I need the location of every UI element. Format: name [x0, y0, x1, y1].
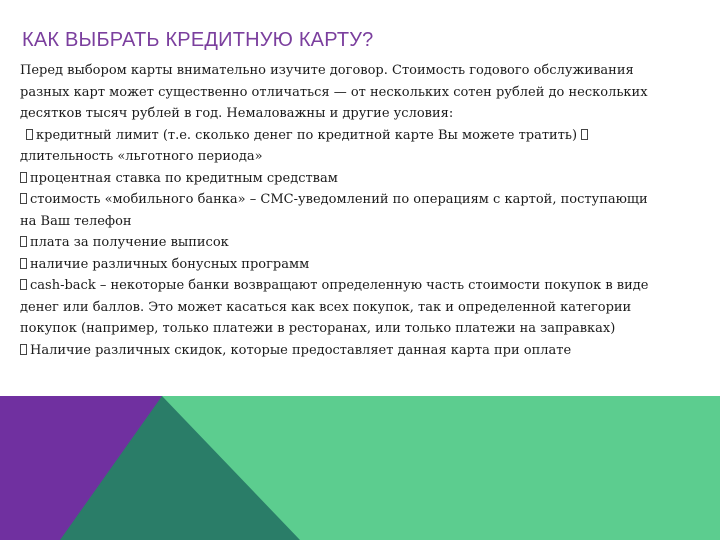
list-item-text: cash-back – некоторые банки возвращают определенную часть стоимости покупок в виде [30, 278, 649, 293]
bullet-icon [20, 236, 27, 247]
bullet-icon [20, 344, 27, 355]
bullet-icon [20, 258, 27, 269]
list-item-text: длительность «льготного периода» [20, 149, 263, 164]
body-line: десятков тысяч рублей в год. Немаловажны и другие условия: [20, 106, 454, 121]
bullet-icon [20, 279, 27, 290]
decorative-footer [0, 396, 720, 540]
list-item [20, 318, 720, 340]
slide-title: КАК ВЫБРАТЬ КРЕДИТНУЮ КАРТУ? [22, 29, 374, 51]
list-item-text: на Ваш телефон [20, 213, 132, 229]
list-item [20, 340, 720, 362]
list-item [20, 146, 720, 168]
list-item-text: процентная ставка по кредитным средствам [30, 170, 338, 186]
list-item [20, 125, 720, 147]
list-item [20, 232, 720, 254]
list-item-text: плата за получение выписок [30, 235, 229, 250]
list-item-text: наличие различных бонусных программ [30, 256, 310, 272]
list-item-text: покупок (например, только платежи в ресторанах, или только платежи на заправках) [20, 321, 616, 336]
list-item [20, 211, 720, 233]
body-line: Перед выбором карты внимательно изучите договор. Стоимость годового обслуживания [20, 63, 634, 78]
list-item-text: денег или баллов. Это может касаться как всех покупок, так и определенной категории [20, 299, 632, 315]
list-item-text: кредитный лимит (т.е. сколько денег по кредитной карте Вы можете тратить) [36, 127, 578, 143]
list-item [20, 275, 720, 297]
list-item [20, 254, 720, 276]
list-item [20, 168, 720, 190]
slide-body [20, 60, 720, 370]
list-item-text: стоимость «мобильного банка» – СМС-уведомлений по операциям с картой, поступающи [30, 192, 648, 207]
bullet-icon [581, 129, 588, 140]
bullet-icon [26, 129, 33, 140]
bullet-icon [20, 193, 27, 204]
list-item [20, 297, 720, 319]
bullet-icon [20, 172, 27, 183]
list-item [20, 189, 720, 211]
body-line: разных карт может существенно отличаться — от нескольких сотен рублей до нескольких [20, 84, 648, 100]
list-item-text: Наличие различных скидок, которые предоставляет данная карта при оплате [30, 342, 572, 358]
